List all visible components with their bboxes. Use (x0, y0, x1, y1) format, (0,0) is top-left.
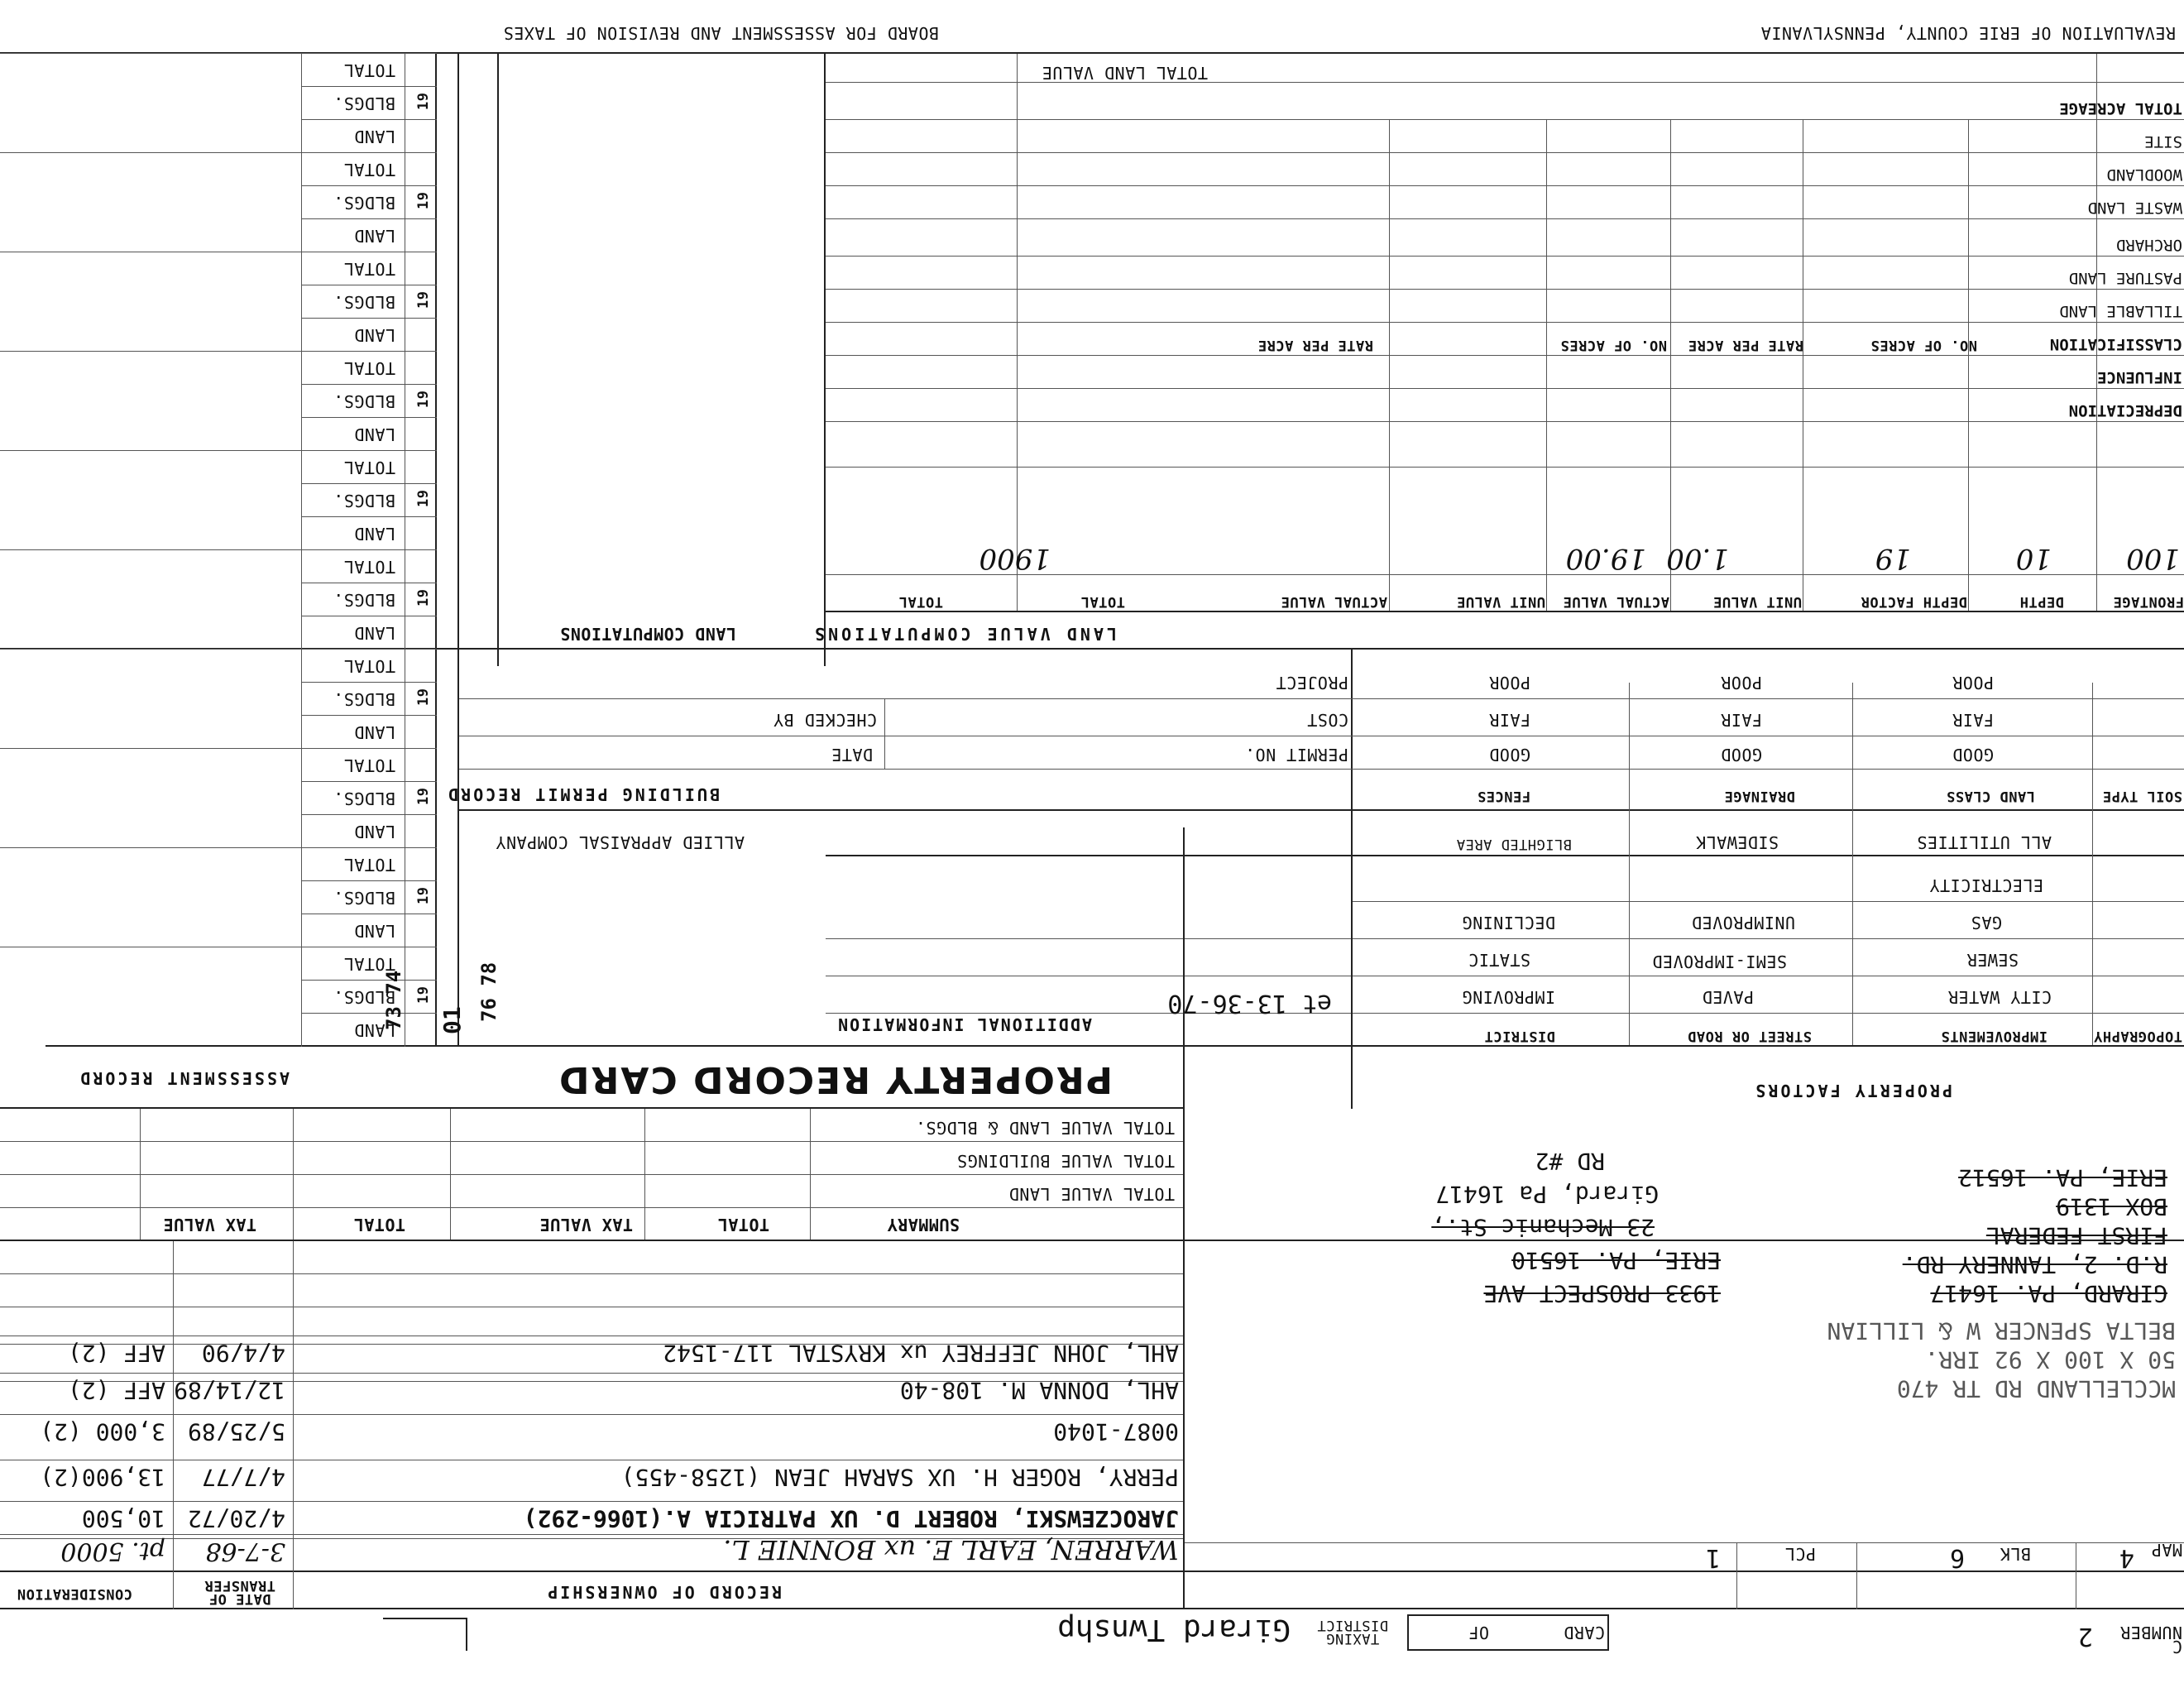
map-value: 4 (2119, 1543, 2134, 1572)
owner-rule (0, 1414, 1185, 1415)
col-frontage: FRONTAGE (2113, 593, 2184, 610)
record-of-ownership-title: RECORD OF OWNERSHIP (545, 1582, 782, 1602)
legal-line: 50 X 100 X 92 IRR. (1924, 1346, 2176, 1374)
building-permit-title: BUILDING PERMIT RECORD (446, 784, 720, 804)
blk-value: 6 (1949, 1543, 1965, 1572)
assessment-rule (0, 53, 437, 54)
assessment-rule (302, 980, 437, 981)
pcl-value: 1 (1705, 1543, 1721, 1572)
owner-transfer-date: 4/20/72 (187, 1505, 285, 1532)
col-depth-factor: DEPTH FACTOR (1861, 593, 1967, 610)
owner-consideration: 13,900(2) (40, 1464, 165, 1491)
assessment-row-label: TOTAL (343, 656, 395, 676)
actual-value-value: 19.00 (1565, 542, 1646, 575)
assessment-row-label: TOTAL (343, 557, 395, 577)
owner-consideration: pt. 5000 (60, 1537, 165, 1566)
owner-transfer-date: 5/25/89 (187, 1418, 285, 1446)
col-unit-value: UNIT VALUE (1712, 593, 1802, 610)
assessment-rule (302, 185, 437, 186)
assessment-row-label: LAND (353, 1020, 395, 1040)
assessment-rule (302, 119, 437, 120)
assessment-rule (302, 880, 437, 881)
owner-name: WARREN, EARL E. ux BONNIE L. (723, 1534, 1179, 1566)
assessment-row-label: TOTAL (343, 358, 395, 378)
owner-transfer-date: 3-7-68 (205, 1537, 285, 1566)
assessment-year-prefix: 19 (415, 489, 432, 507)
assessment-row-label: LAND (353, 325, 395, 345)
struck-address-mid: 1933 PROSPECT AVE (1483, 1280, 1721, 1307)
owner-name: AHL, JOHN JEFFREY ux KRYSTAL 117-1542 (663, 1340, 1179, 1367)
assessment-stamp-01: 01 (438, 1006, 466, 1034)
assessment-row-label: BLDGS. (333, 94, 395, 113)
additional-info-value: et 13-36-70 (1167, 989, 1332, 1018)
assessment-row-label: TOTAL (343, 160, 395, 180)
col-total: TOTAL (1080, 593, 1125, 610)
struck-address-mid: ERIE, PA. 16510 (1511, 1247, 1721, 1274)
assessment-row-label: LAND (353, 226, 395, 246)
assessment-row-label: TOTAL (343, 855, 395, 875)
owner-transfer-date: 4/4/90 (201, 1340, 285, 1367)
total-land-value-label: TOTAL LAND VALUE (1042, 63, 1208, 83)
assessment-rule (302, 417, 437, 418)
owner-name: 0087-1040 (1053, 1418, 1179, 1446)
assessment-rule (302, 715, 437, 716)
land-computations-label: LAND COMPUTATIONS (559, 624, 736, 644)
struck-address-line: FIRST FEDERAL (1985, 1222, 2167, 1249)
owner-rule (0, 1534, 1185, 1535)
assessment-year-prefix: 19 (415, 92, 432, 110)
assessment-year-prefix: 19 (415, 886, 432, 904)
owner-col-rule (173, 1241, 174, 1609)
col-unit-value-2: UNIT VALUE (1456, 593, 1545, 610)
assessment-year-prefix: 19 (415, 985, 432, 1004)
owner-rule (0, 1373, 1185, 1374)
land-value-title: LAND VALUE COMPUTATIONS (812, 624, 1117, 644)
depth-value: 10 (2015, 542, 2052, 575)
assessment-row-label: BLDGS. (333, 391, 395, 411)
assessment-row-label: TOTAL (343, 60, 395, 80)
assessment-year-prefix: 19 (415, 191, 432, 209)
unit-value-value: 1.00 (1666, 542, 1729, 575)
assessment-rule (302, 516, 437, 517)
property-record-card-title: PROPERTY RECORD CARD (557, 1058, 1113, 1101)
allied-appraisal: ALLIED APPRAISAL COMPANY (496, 832, 745, 852)
assessment-rule (0, 649, 437, 650)
assessment-row-label: BLDGS. (333, 193, 395, 213)
assessment-rule (302, 814, 437, 815)
assessment-rule (302, 483, 437, 484)
assessment-rule (302, 1013, 437, 1014)
assessment-record-title: ASSESSMENT RECORD (78, 1068, 290, 1088)
owner-col-rule (293, 1241, 294, 1609)
assessment-row-label: LAND (353, 424, 395, 444)
owner-name: PERRY, ROGER H. UX SARAH JEAN (1258-455) (620, 1464, 1179, 1491)
property-factors-title: PROPERTY FACTORS (1753, 1081, 1952, 1101)
legal-line: MCCLELLAND RD TR 470 (1896, 1375, 2176, 1403)
assessment-rule (302, 218, 437, 219)
depth-factor-value: 19 (1875, 542, 1911, 575)
struck-address-line: BOX 1319 (2056, 1193, 2167, 1220)
assessment-rule (302, 86, 437, 87)
assessment-row-label: BLDGS. (333, 491, 395, 511)
assessment-year-prefix: 19 (415, 787, 432, 805)
owner-transfer-date: 12/14/89 (174, 1377, 285, 1404)
struck-address-line: GIRARD, PA. 16417 (1930, 1280, 2167, 1307)
frontage-value: 100 (2126, 542, 2180, 575)
legal-line: BELTA SPENCER W & LILLIAN (1827, 1317, 2176, 1345)
assessment-row-label: LAND (353, 127, 395, 146)
assessment-row-label: LAND (353, 822, 395, 842)
owner-consideration: 10,500 (81, 1505, 165, 1532)
assessment-row-label: BLDGS. (333, 888, 395, 908)
assessment-rule (302, 682, 437, 683)
assessment-row-label: BLDGS. (333, 689, 395, 709)
assessment-rule (302, 318, 437, 319)
county-title: REVALUATION OF ERIE COUNTY, PENNSYLVANIA (1760, 23, 2176, 43)
owner-name: AHL, DONNA M. 108-40 (899, 1377, 1179, 1404)
assessment-year-prefix: 19 (415, 688, 432, 706)
owner-consideration: 3,000 (2) (40, 1418, 165, 1446)
consideration-header: CONSIDERATION (17, 1585, 132, 1602)
assessment-rule (0, 152, 437, 153)
assessment-row-label: TOTAL (343, 458, 395, 477)
assessment-rule (0, 748, 437, 749)
assessment-years-1974: 73 74 (382, 970, 405, 1030)
owner-transfer-date: 4/7/77 (201, 1464, 285, 1491)
assessment-rule (0, 351, 437, 352)
assessment-row-label: BLDGS. (333, 590, 395, 610)
assessment-rule (0, 549, 437, 550)
card-corner-box (383, 1618, 467, 1651)
col-depth: DEPTH (2019, 593, 2064, 610)
owner-consideration: AFF (2) (67, 1377, 165, 1404)
owner-rule (0, 1501, 1185, 1502)
assessment-row-label: BLDGS. (333, 987, 395, 1007)
assessment-rule (302, 384, 437, 385)
date-transfer-header: DATE OF TRANSFER (204, 1577, 275, 1607)
total-value: 1900 (979, 542, 1051, 575)
owner-name: JAROCZEWSKI, ROBERT D. UX PATRICIA A.(1066-292) (523, 1505, 1179, 1532)
assessment-row-label: LAND (353, 623, 395, 643)
additional-info-label: ADDITIONAL INFORMATION (836, 1014, 1092, 1034)
assessment-row-label: TOTAL (343, 259, 395, 279)
struck-address-mid: 23 Mechanic St., (1431, 1214, 1655, 1241)
assessment-row-label: TOTAL (343, 755, 395, 775)
assessment-rule (0, 847, 437, 848)
assessment-row-label: BLDGS. (333, 292, 395, 312)
col-actual-value: ACTUAL VALUE (1563, 593, 1669, 610)
property-record-card: REVALUATION OF ERIE COUNTY, PENNSYLVANIA BOARD FOR ASSESSMENT AND REVISION OF TAXES TOTAL LAND VALUE TOTAL ACREAGE SITE WOODLAND WASTE LAND ORCHARD PASTURE LAND TILLABLE LAND CLASSIFICATION INFLUENCE DEPRECIATION NO. OF ACRES RATE PER ACRE NO. OF ACRES RATE PER ACRE FRONTAGE DEPTH DEPTH FACTOR UNIT VALUE ACTUAL VALUE UNIT VALUE ACTUAL VALUE TOTAL TOTAL LAND VALUE COMPUTATIONS 100 10 19 1.00 19.00 1900 PROPERTY FACTORS TOPOGRAPHY IMPROVEMENTS STREET OR ROAD DISTRICT CITY WATER SEWER GAS ELECTRICITY ALL UTILITIES PAVED SEMI-IMPROVED UNIMPROVED SIDEWALK IMPROVING STATIC DECLINING BLIGHTED AREA SOIL TYPE LAND CLASS DRAINAGE FENCES GOOD FAIR POOR GOOD FAIR POOR GOOD FAIR POOR PERMIT NO. COST PROJECT DATE CHECKED BY BUILDING PERMIT RECORD ALLIED APPRAISAL COMPANY et 13-36-70 ADDITIONAL INFORMATION PROPERTY RECORD CARD LAND COMPUTATIONS ASSESSMENT RECORD 01 LAND BLDGS. TOTAL 19 LAND BLDGS. TOTAL 19 LAND BLDGS. TOTAL 19 LAND BLDGS. TOTAL 19 LAND BLDGS. TOTAL 19 LAND BLDGS. TOTAL 19 LAND BLDGS. TOTAL 19 LAND BLDGS. TOTAL 19 LAND BLDGS. TOTAL 19 LAND BLDGS. TOTAL 19 76 78 73 74 TOTAL VALUE LAND TOTAL VALUE BUILDINGS TOTAL VALUE LAND & BLDGS. SUMMARY TOTAL TAX VALUE TOTAL TAX VALUE RECORD OF OWNERSHIP DATE OF TRANSFER CONSIDERATION WARREN, EARL E. ux BONNIE L. 3-7-68 pt. 5000 JAROCZEWSKI, ROBERT D. UX PATRICIA A.(1066-292) 4/20/72 10,500 PERRY, ROGER H. UX SARAH JEAN (1258-455) 4/7/77 13,900(2) 0087-1040 5/25/89 3,000 (2) AHL, DONNA M. 108-40 12/14/89 AFF (2) AHL, JOHN JEFFREY ux KRYSTAL 117-1542 4/4/90 AFF (2) MAP 4 BLK 6 PCL 1 NUMBER C 2 CARD OF TAXING DISTRICT Girard Twnshp MCCLELLAND RD TR 470 50 X 100 X 92 IRR. BELTA SPENCER W & LILLIAN GIRARD, PA. 16417 R.D. 2, TANNERY RD. FIRST FEDERAL BOX 1319 ERIE, PA. 16512 1933 PROSPECT AVE ERIE, PA. 16510 23 Mechanic St., Girard, Pa 16417 RD #2 (0, 0, 2184, 1688)
assessment-row-label: LAND (353, 921, 395, 941)
current-address-line: Girard, Pa 16417 (1435, 1181, 1659, 1208)
current-address-line: RD #2 (1535, 1148, 1605, 1175)
assessment-years-stamp: 76 78 (477, 961, 500, 1022)
number-value: 2 (2077, 1622, 2093, 1651)
struck-address-line: ERIE, PA. 16512 (1958, 1164, 2167, 1192)
assessment-row-label: LAND (353, 524, 395, 544)
assessment-year-prefix: 19 (415, 290, 432, 309)
board-title: BOARD FOR ASSESSMENT AND REVISION OF TAXES (503, 23, 939, 43)
assessment-rule (302, 781, 437, 782)
assessment-year-prefix: 19 (415, 588, 432, 607)
owner-consideration: AFF (2) (67, 1340, 165, 1367)
grid-divider (497, 54, 499, 666)
assessment-row-label: BLDGS. (333, 789, 395, 808)
assessment-year-prefix: 19 (415, 390, 432, 408)
col-total-2: TOTAL (898, 593, 943, 610)
col-actual-value-2: ACTUAL VALUE (1281, 593, 1387, 610)
assessment-row-label: LAND (353, 722, 395, 742)
assessment-rule (0, 450, 437, 451)
taxing-district-value: Girard Twnshp (1057, 1613, 1291, 1647)
assessment-row-label: TOTAL (343, 954, 395, 974)
struck-address-line: R.D. 2, TANNERY RD. (1902, 1251, 2167, 1278)
